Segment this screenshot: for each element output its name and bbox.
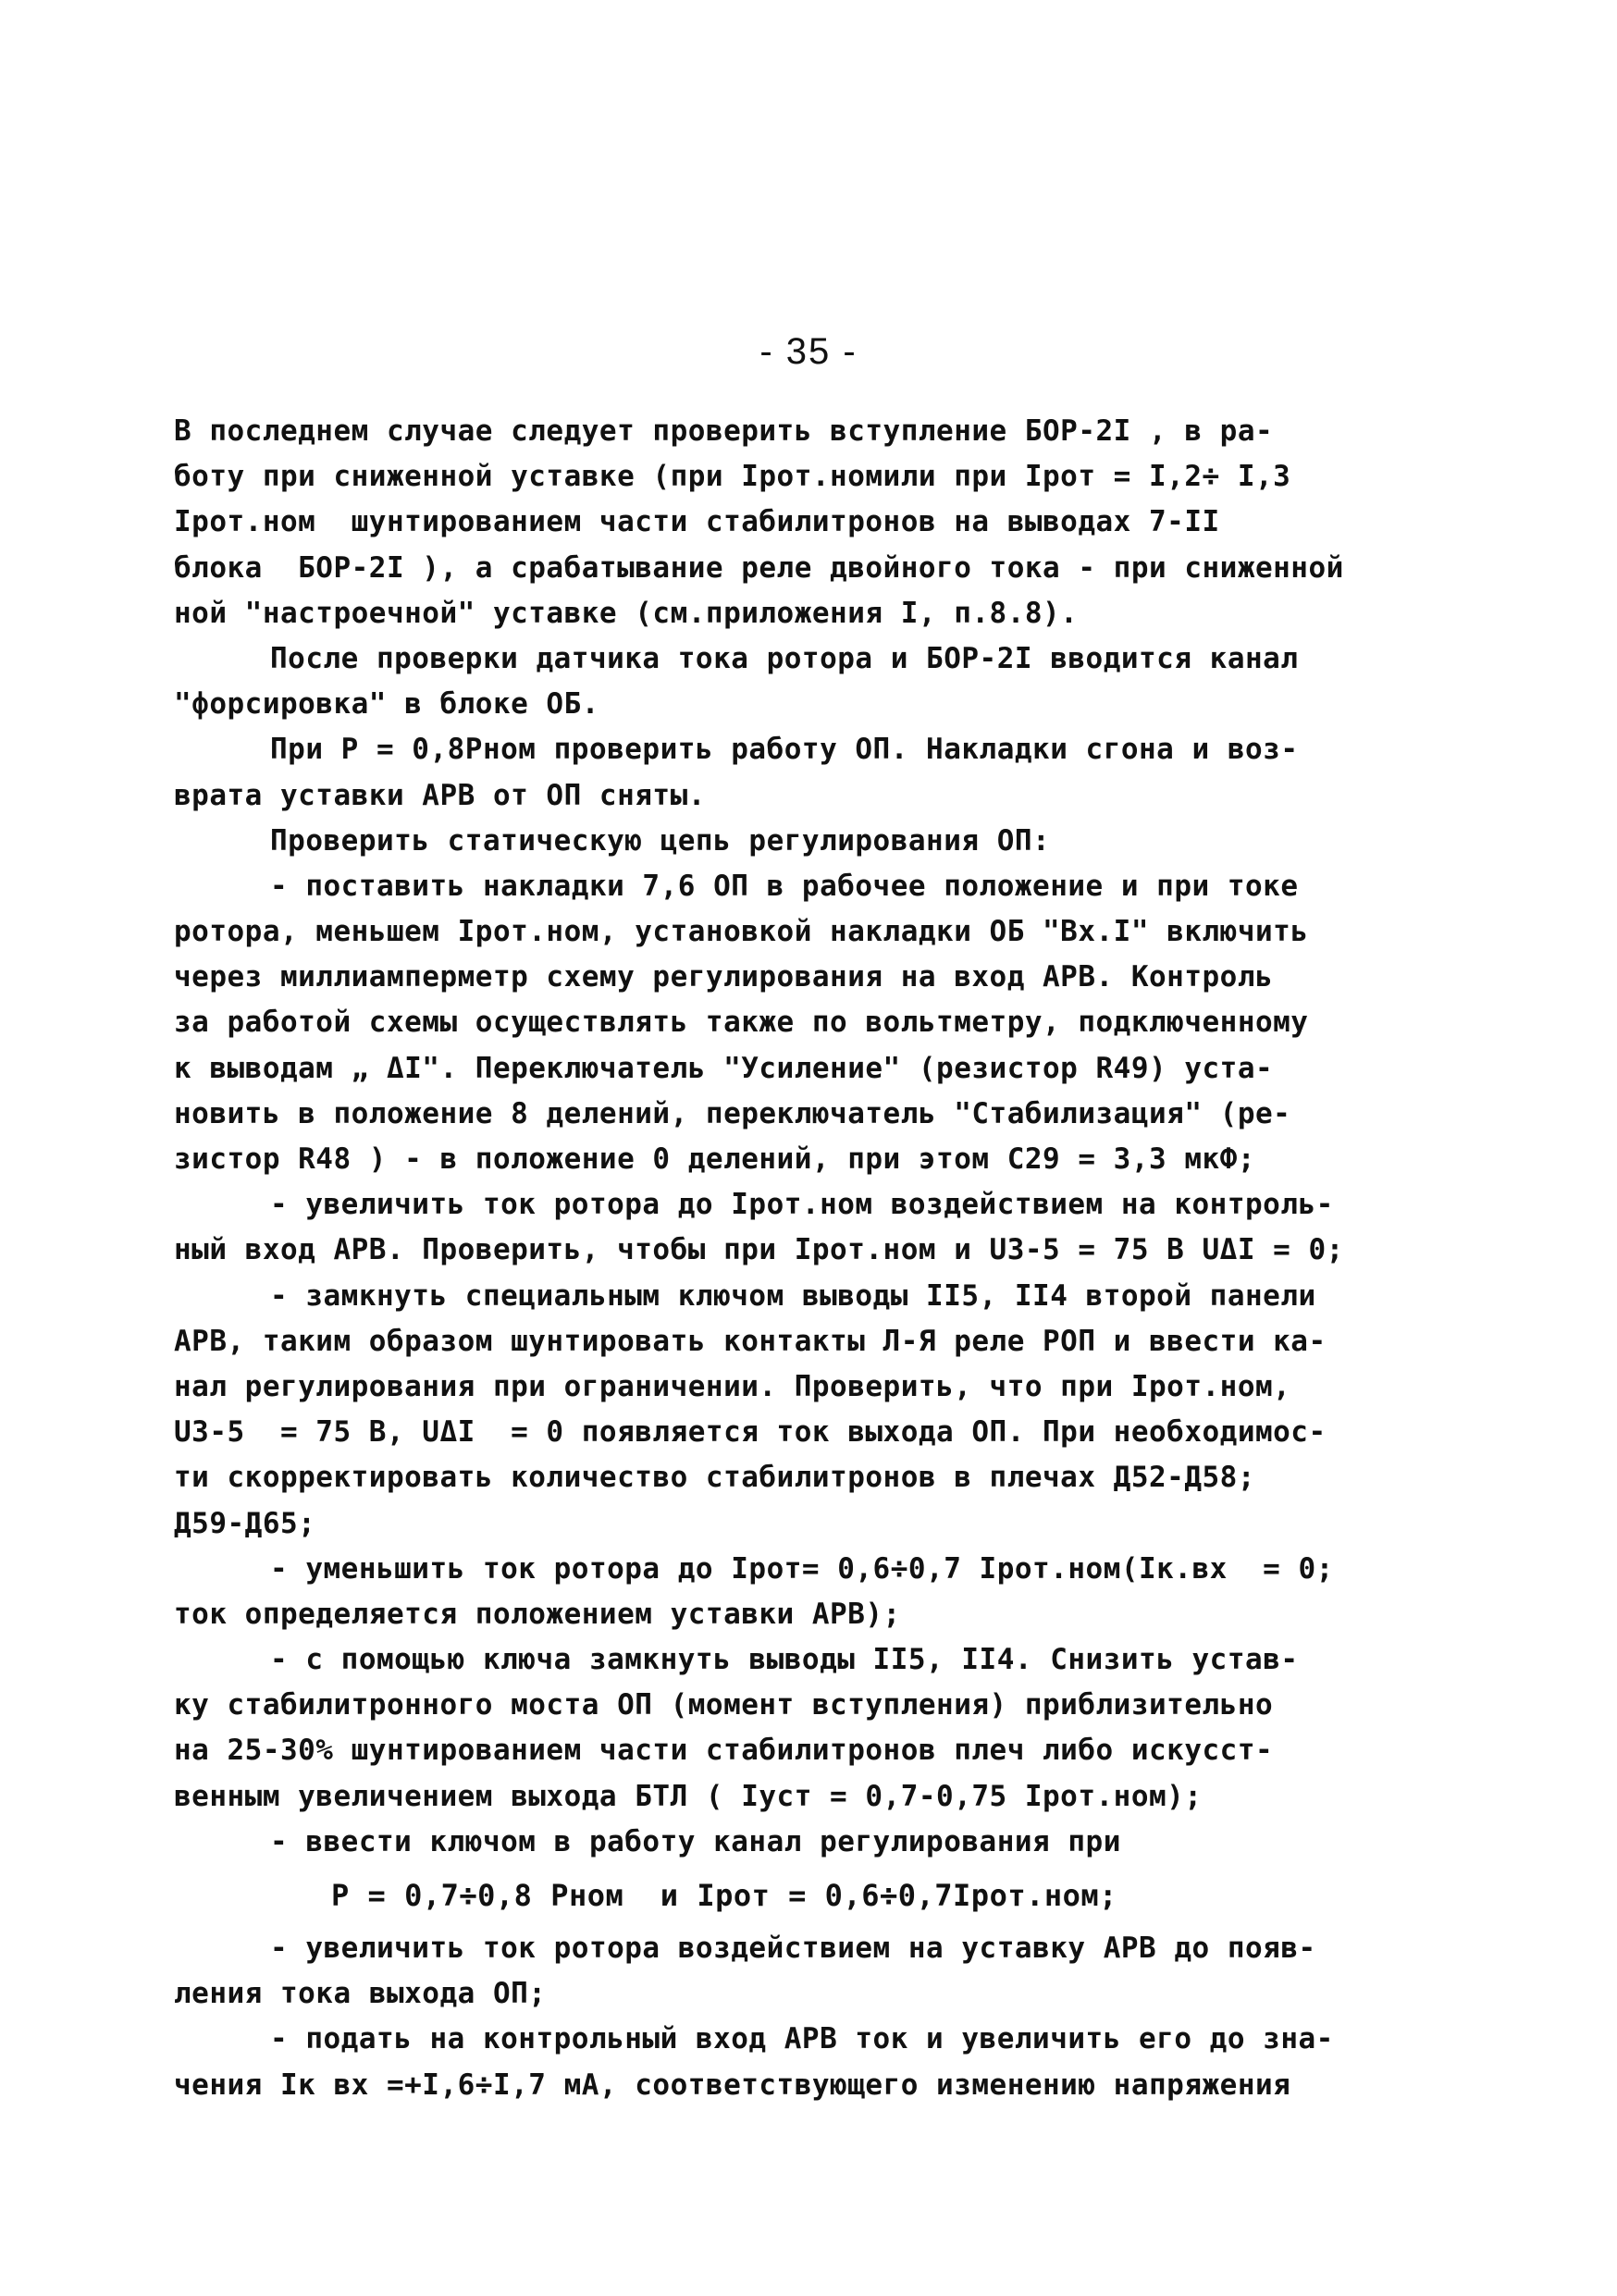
text-line: "форсировка" в блоке ОБ.	[174, 687, 599, 722]
text-line: - ввести ключом в работу канал регулирования при	[270, 1824, 1121, 1858]
text-line: Iрот.ном шунтированием части стабилитронов на выводах 7-II	[174, 505, 1220, 539]
text-line: Д59-Д65;	[174, 1506, 316, 1540]
text-line: зистор R48 ) - в положение 0 делений, при этом С29 = 3,3 мкФ;	[174, 1142, 1255, 1176]
text-line: ток определяется положением уставки АРВ);	[174, 1597, 901, 1631]
text-line: - поставить накладки 7,6 ОП в рабочее положение и при токе	[270, 869, 1299, 903]
text-line: врата уставки АРВ от ОП сняты.	[174, 778, 706, 812]
text-line: В последнем случае следует проверить вступление БОР-2I , в ра-	[174, 414, 1274, 448]
text-line: При P = 0,8Pном проверить работу ОП. Накладки сгона и воз-	[270, 733, 1299, 767]
text-line: - замкнуть специальным ключом выводы II5, II4 второй панели	[270, 1278, 1316, 1313]
text-line: чения Iк вх =+I,6÷I,7 мА, соответствующего изменению напряжения	[174, 2068, 1291, 2102]
text-line: венным увеличением выхода БТЛ ( Iуст = 0,7-0,75 Iрот.ном);	[174, 1779, 1203, 1813]
text-line: - увеличить ток ротора до Iрот.ном воздействием на контроль-	[270, 1188, 1334, 1222]
text-line: за работой схемы осуществлять также по вольтметру, подключенному	[174, 1006, 1309, 1040]
text-line: к выводам „ ΔI". Переключатель "Усиление" (резистор R49) уста-	[174, 1051, 1274, 1085]
page-number: - 35 -	[759, 331, 858, 372]
text-line: После проверки датчика тока ротора и БОР-2I вводится канал	[270, 641, 1299, 675]
text-line: блока БОР-2I ), а срабатывание реле двойного тока - при сниженной	[174, 550, 1344, 585]
text-line: через миллиамперметр схему регулирования на вход АРВ. Контроль	[174, 960, 1274, 994]
text-line: АРВ, таким образом шунтировать контакты Л-Я реле РОП и ввести ка-	[174, 1324, 1327, 1358]
text-line: боту при сниженной уставке (при Iрот.номили при Iрот = I,2÷ I,3	[174, 460, 1291, 494]
text-line: ный вход АРВ. Проверить, чтобы при Iрот.ном и U3-5 = 75 В UΔI = 0;	[174, 1233, 1344, 1267]
text-line: ку стабилитронного моста ОП (момент вступления) приблизительно	[174, 1688, 1274, 1722]
text-line: ной "настроечной" уставке (см.приложения I, п.8.8).	[174, 596, 1079, 630]
body-text	[174, 409, 1404, 2108]
formula-line: P = 0,7÷0,8 Pном и Iрот = 0,6÷0,7Iрот.ном;	[331, 1878, 1117, 1913]
text-line: Проверить статическую цепь регулирования ОП:	[270, 823, 1051, 858]
text-line: - с помощью ключа замкнуть выводы II5, II4. Снизить устав-	[270, 1643, 1299, 1677]
text-line: ления тока выхода ОП;	[174, 1977, 547, 2011]
text-line: - подать на контрольный вход АРВ ток и увеличить его до зна-	[270, 2022, 1334, 2056]
text-line: на 25-30% шунтированием части стабилитронов плеч либо искусст-	[174, 1734, 1274, 1768]
text-line: - увеличить ток ротора воздействием на уставку АРВ до появ-	[270, 1932, 1316, 1965]
text-line: ти скорректировать количество стабилитронов в плечах Д52-Д58;	[174, 1461, 1255, 1495]
text-line: ротора, меньшем Iрот.ном, установкой накладки ОБ "Вх.I" включить	[174, 915, 1309, 949]
text-line: нал регулирования при ограничении. Проверить, что при Iрот.ном,	[174, 1369, 1291, 1403]
text-line: новить в положение 8 делений, переключатель "Стабилизация" (ре-	[174, 1096, 1291, 1130]
text-line: U3-5 = 75 В, UΔI = 0 появляется ток выхода ОП. При необходимос-	[174, 1415, 1327, 1450]
text-line: - уменьшить ток ротора до Iрот= 0,6÷0,7 Iрот.ном(Iк.вх = 0;	[270, 1551, 1334, 1586]
